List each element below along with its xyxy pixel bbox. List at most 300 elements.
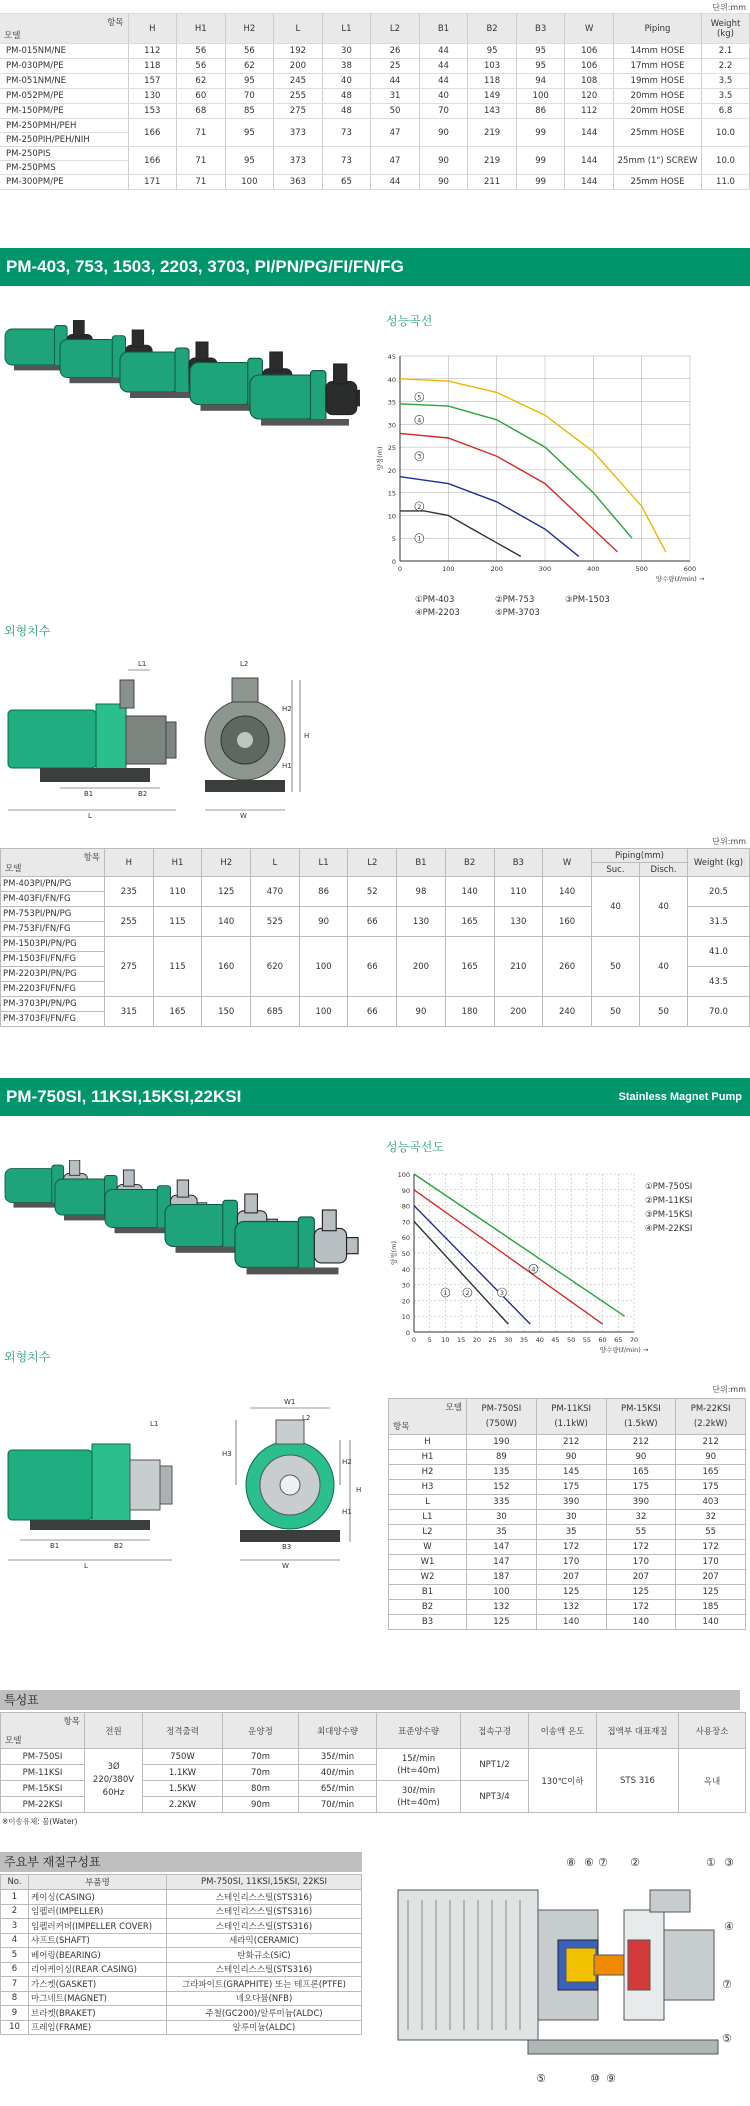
model-cell: PM-15KSI	[1, 1781, 85, 1797]
pump-photo-stainless	[0, 1160, 370, 1310]
table-cell: 207	[536, 1570, 606, 1585]
table-cell: 99	[516, 175, 565, 190]
model-cell: PM-3703PI/PN/PG	[1, 997, 105, 1012]
outlet	[196, 342, 208, 360]
dim-label: H	[356, 1486, 362, 1494]
y-tick-label: 40	[401, 1265, 410, 1274]
table-cell: 25	[371, 59, 420, 74]
motor-body	[5, 329, 59, 365]
table-row	[389, 1465, 746, 1480]
inlet	[357, 390, 360, 405]
table-cell: 390	[536, 1495, 606, 1510]
series-marker-label: 3	[417, 452, 422, 461]
table-cell: 373	[274, 147, 323, 175]
table-cell: 118	[468, 74, 517, 89]
stdflow-line: 30ℓ/min	[401, 1785, 436, 1796]
dim-label: L1	[138, 660, 147, 668]
table-cell: 125	[202, 877, 251, 907]
dims-title: 외형치수	[4, 1350, 51, 1364]
head-cell: 70m	[223, 1749, 299, 1765]
material-cell: 세라믹(CERAMIC)	[167, 1933, 362, 1948]
table-cell: 30	[536, 1510, 606, 1525]
power-line: 60Hz	[102, 1788, 125, 1798]
table-cell: 130	[494, 907, 543, 937]
table-row	[389, 1495, 746, 1510]
callout: ⑤	[722, 2032, 732, 2045]
table-cell: 99	[516, 147, 565, 175]
power-line: 220/380V	[92, 1775, 135, 1785]
table-cell: 98	[397, 877, 446, 907]
perf-curve-title: 성능곡선	[386, 314, 433, 328]
legend-item: ③PM-1503	[565, 595, 610, 605]
table-row	[1, 1890, 362, 1905]
legend-item: ①PM-403	[415, 595, 455, 605]
model-name: PM-15KSI	[620, 1403, 661, 1414]
table-cell: 165	[445, 907, 494, 937]
suc-cell: 40	[591, 877, 639, 937]
table-cell: 90	[419, 119, 468, 147]
fluid-note: ※이송유체: 물(Water)	[2, 1817, 78, 1826]
temp-cell: 130℃이하	[529, 1749, 597, 1813]
series-marker-label: 4	[417, 416, 422, 425]
legend-item: ②PM-11KSI	[645, 1196, 693, 1206]
table-cell: 95	[225, 147, 274, 175]
unit-label: 단위:mm	[712, 1385, 746, 1394]
x-tick-label: 55	[582, 1336, 591, 1344]
table-cell: 140	[606, 1615, 676, 1630]
y-tick-label: 50	[401, 1250, 410, 1258]
table-cell: 210	[494, 937, 543, 997]
table-row	[389, 1600, 746, 1615]
table-cell: 35	[467, 1525, 537, 1540]
y-tick-label: 25	[387, 444, 396, 453]
table-row	[1, 1962, 362, 1977]
table-cell: 30	[467, 1510, 537, 1525]
table-cell: 212	[676, 1435, 746, 1450]
stdflow-line: (Ht=40m)	[397, 1797, 440, 1808]
col-header: L1	[322, 14, 371, 44]
table-cell: 50	[371, 104, 420, 119]
dim-label: B2	[114, 1542, 124, 1550]
table-cell: 390	[606, 1495, 676, 1510]
dim-label: L1	[150, 1420, 159, 1428]
x-tick-label: 100	[442, 565, 455, 573]
table-cell: 90	[299, 907, 348, 937]
table-cell: 103	[468, 59, 517, 74]
part-cell: 샤프트(SHAFT)	[29, 1933, 167, 1948]
table-row	[389, 1615, 746, 1630]
y-axis-label: 양정(m)	[376, 446, 384, 471]
y-tick-label: 60	[401, 1234, 410, 1243]
table-cell: 95	[516, 44, 565, 59]
dim-label: H2	[282, 705, 292, 713]
model-cell: PM-015NM/NE	[0, 44, 128, 59]
table-cell: 100	[516, 89, 565, 104]
table-row	[1, 1991, 362, 2006]
motor-flange	[175, 348, 189, 396]
material-cell: 스테인리스스틸(STS316)	[167, 1919, 362, 1934]
table-cell: 32	[606, 1510, 676, 1525]
table-cell: 166	[128, 119, 177, 147]
inlet	[347, 1238, 359, 1254]
table-cell: 125	[606, 1585, 676, 1600]
table-row	[1, 1948, 362, 1963]
x-tick-label: 0	[411, 1336, 417, 1344]
model-cell: PM-403FI/FN/FG	[1, 892, 105, 907]
table-cell: 140	[202, 907, 251, 937]
model-cell: PM-1503FI/FN/FG	[1, 952, 105, 967]
table-cell: 25mm HOSE	[614, 119, 702, 147]
y-tick-label: 80	[401, 1202, 410, 1211]
table-cell: 190	[467, 1435, 537, 1450]
table-cell: 235	[105, 877, 154, 907]
dim-label: B1	[84, 790, 94, 798]
maxflow-cell: 40ℓ/min	[299, 1765, 377, 1781]
callout: ⑩	[590, 2072, 600, 2085]
no-cell: 1	[1, 1890, 29, 1905]
table-cell: 106	[565, 59, 614, 74]
weight-cell: 20.5	[688, 877, 750, 907]
table-cell: 157	[128, 74, 177, 89]
unit-label: 단위:mm	[712, 837, 746, 846]
material-cell: 주철(GC200)/알루미늄(ALDC)	[167, 2006, 362, 2021]
dim-label: W1	[284, 1398, 296, 1406]
perf-curve-title: 성능곡선도	[386, 1140, 444, 1154]
model-cell: PM-250PIS	[0, 147, 128, 161]
table-cell: 219	[468, 147, 517, 175]
dim-label: L2	[302, 1414, 311, 1422]
model-name: PM-22KSI	[690, 1403, 731, 1414]
table-cell: 170	[536, 1555, 606, 1570]
no-cell: 7	[1, 1977, 29, 1992]
table-cell: 200	[274, 59, 323, 74]
spec-table-pm403	[0, 848, 750, 1027]
table-cell: 10.0	[702, 147, 750, 175]
motor-body	[190, 363, 253, 405]
suc-cell: 50	[591, 937, 639, 997]
col-header: B1	[397, 849, 446, 877]
col-header: B1	[419, 14, 468, 44]
model-cell: PM-250PMH/PEH	[0, 119, 128, 133]
table-cell: 20mm HOSE	[614, 104, 702, 119]
dim-label: H3	[222, 1450, 232, 1458]
motor-body	[235, 1222, 304, 1268]
table-row	[0, 89, 750, 104]
model-cell: PM-11KSI	[1, 1765, 85, 1781]
table-cell: 144	[565, 175, 614, 190]
table-cell: 65	[322, 175, 371, 190]
model-name: PM-750SI	[481, 1403, 522, 1414]
col-header: 전원	[85, 1713, 143, 1749]
table-cell: 171	[128, 175, 177, 190]
table-row	[0, 74, 750, 89]
table-cell: 132	[536, 1600, 606, 1615]
table-cell: 17mm HOSE	[614, 59, 702, 74]
table-row	[1, 1977, 362, 1992]
item-cell: L	[389, 1495, 467, 1510]
col-header: 접속구경	[461, 1713, 529, 1749]
x-tick-label: 20	[472, 1336, 481, 1344]
x-axis-label: 양수량(ℓ/min) →	[655, 575, 705, 583]
suc-cell: 50	[591, 997, 639, 1027]
table-cell: 73	[322, 119, 371, 147]
table-cell: 44	[419, 59, 468, 74]
item-cell: W2	[389, 1570, 467, 1585]
item-cell: B2	[389, 1600, 467, 1615]
x-tick-label: 70	[629, 1336, 639, 1344]
table-cell: 175	[536, 1480, 606, 1495]
col-header: W	[565, 14, 614, 44]
callout: ⑦	[722, 1978, 732, 1991]
header-model: 모델	[5, 864, 22, 874]
table-cell: 110	[153, 877, 202, 907]
table-cell: 86	[516, 104, 565, 119]
table-cell: 175	[606, 1480, 676, 1495]
callout: ②	[630, 1856, 640, 1869]
table-cell: 140	[445, 877, 494, 907]
table-cell: 165	[445, 937, 494, 997]
table-row	[1, 2020, 362, 2035]
table-cell: 14mm HOSE	[614, 44, 702, 59]
y-tick-label: 10	[387, 512, 396, 521]
head-cell: 80m	[223, 1781, 299, 1797]
col-header: No.	[1, 1875, 29, 1890]
table-cell: 112	[128, 44, 177, 59]
dim-label: B1	[50, 1542, 60, 1550]
table-cell: 115	[153, 907, 202, 937]
x-tick-label: 500	[635, 565, 648, 573]
y-tick-label: 5	[391, 535, 396, 544]
table-row	[389, 1570, 746, 1585]
table-cell: 89	[467, 1450, 537, 1465]
legend-item: ③PM-15KSI	[645, 1210, 693, 1220]
dim-label: H2	[342, 1458, 352, 1466]
no-cell: 4	[1, 1933, 29, 1948]
table-row	[1, 1933, 362, 1948]
table-cell: 55	[676, 1525, 746, 1540]
table-cell: 120	[565, 89, 614, 104]
callout: ④	[724, 1920, 734, 1933]
table-row	[0, 147, 750, 161]
dim-label: L2	[240, 660, 249, 668]
header-item: 항목	[63, 1717, 80, 1727]
table-row	[389, 1540, 746, 1555]
x-tick-label: 65	[614, 1336, 623, 1344]
table-cell: 143	[468, 104, 517, 119]
table-cell: 260	[543, 937, 592, 997]
table-row	[389, 1555, 746, 1570]
base	[261, 419, 349, 426]
maxflow-cell: 65ℓ/min	[299, 1781, 377, 1797]
table-cell: 44	[371, 74, 420, 89]
table-cell: 125	[676, 1585, 746, 1600]
model-cell: PM-030PM/PE	[0, 59, 128, 74]
part-cell: 케이싱(CASING)	[29, 1890, 167, 1905]
callout: ⑦	[598, 1856, 608, 1869]
table-cell: 66	[348, 997, 397, 1027]
table-cell: 44	[371, 175, 420, 190]
power-line: 3Ø	[107, 1762, 120, 1772]
callout: ③	[724, 1856, 734, 1869]
material-cell: 알루미늄(ALDC)	[167, 2020, 362, 2035]
table-cell: 135	[467, 1465, 537, 1480]
col-header: 부품명	[29, 1875, 167, 1890]
y-tick-label: 90	[401, 1186, 410, 1195]
y-tick-label: 30	[401, 1281, 410, 1290]
table-row	[389, 1435, 746, 1450]
table-cell: 187	[467, 1570, 537, 1585]
outlet	[123, 1170, 134, 1186]
col-header: H	[128, 14, 177, 44]
pump-head	[326, 382, 357, 415]
table-cell: 166	[128, 147, 177, 175]
model-power: (1.1kW)	[554, 1418, 588, 1429]
table-cell: 525	[251, 907, 300, 937]
series-line	[400, 404, 632, 538]
col-header: W	[543, 849, 592, 877]
part-cell: 가스켓(GASKET)	[29, 1977, 167, 1992]
table-row	[1, 877, 750, 892]
stdflow-line: 15ℓ/min	[401, 1753, 436, 1764]
x-tick-label: 35	[519, 1336, 529, 1344]
motor-body	[250, 375, 316, 419]
col-header: B3	[494, 849, 543, 877]
place-cell: 옥내	[679, 1749, 746, 1813]
table-cell: 165	[606, 1465, 676, 1480]
col-header: H1	[177, 14, 226, 44]
x-tick-label: 400	[587, 565, 600, 573]
dim-label: H	[304, 732, 310, 740]
table-row	[0, 44, 750, 59]
suc-header: Suc.	[591, 863, 639, 877]
head-cell: 90m	[223, 1797, 299, 1813]
table-cell: 140	[676, 1615, 746, 1630]
motor-body	[120, 352, 180, 392]
disch-cell: 40	[639, 877, 687, 937]
table-row	[1, 937, 750, 952]
table-cell: 48	[322, 104, 371, 119]
product-band-stainless	[0, 1078, 750, 1116]
table-cell: 170	[676, 1555, 746, 1570]
band-subtitle: Stainless Magnet Pump	[618, 1091, 742, 1103]
motor-body	[60, 340, 117, 378]
table-cell: 52	[348, 877, 397, 907]
header-model: 모델	[4, 31, 21, 41]
item-cell: H2	[389, 1465, 467, 1480]
table-cell: 212	[606, 1435, 676, 1450]
table-cell: 145	[536, 1465, 606, 1480]
col-header: L	[274, 14, 323, 44]
materials-title: 주요부 재질구성표	[0, 1852, 362, 1872]
table-row	[0, 59, 750, 74]
x-tick-label: 600	[683, 565, 697, 573]
table-cell: 40	[322, 74, 371, 89]
table-cell: 26	[371, 44, 420, 59]
pump-photo-series	[0, 320, 360, 470]
item-cell: H3	[389, 1480, 467, 1495]
table-cell: 212	[536, 1435, 606, 1450]
table-cell: 130	[397, 907, 446, 937]
col-header: L2	[371, 14, 420, 44]
table-cell: 25mm (1") SCREW	[614, 147, 702, 175]
weight-header: Weight (kg)	[688, 849, 750, 877]
table-cell: 35	[536, 1525, 606, 1540]
table-row	[1, 997, 750, 1012]
table-cell: 110	[494, 877, 543, 907]
table-cell: 71	[177, 147, 226, 175]
table-cell: 200	[494, 997, 543, 1027]
x-tick-label: 30	[504, 1336, 513, 1344]
table-cell: 90	[419, 175, 468, 190]
table-cell: 149	[468, 89, 517, 104]
table-cell: 130	[128, 89, 177, 104]
table-cell: 100	[299, 937, 348, 997]
table-cell: 160	[543, 907, 592, 937]
table-cell: 144	[565, 147, 614, 175]
table-cell: 100	[467, 1585, 537, 1600]
item-cell: H1	[389, 1450, 467, 1465]
output-cell: 750W	[143, 1749, 223, 1765]
table-row	[389, 1525, 746, 1540]
table-row	[0, 175, 750, 190]
motor-flange	[298, 1217, 314, 1272]
table-cell: 6.8	[702, 104, 750, 119]
x-tick-label: 50	[567, 1336, 576, 1344]
table-cell: 125	[536, 1585, 606, 1600]
y-tick-label: 0	[405, 1329, 410, 1337]
product-band-pm403	[0, 248, 750, 286]
item-cell: H	[389, 1435, 467, 1450]
table-row	[389, 1450, 746, 1465]
table-cell: 200	[397, 937, 446, 997]
x-axis-label: 양수량(ℓ/min) →	[599, 1346, 649, 1354]
table-cell: 106	[565, 44, 614, 59]
dim-label: B3	[282, 1543, 292, 1551]
col-header: 사용장소	[679, 1713, 746, 1749]
dims-title: 외형치수	[4, 624, 51, 638]
callout: ⑨	[606, 2072, 616, 2085]
x-tick-label: 40	[535, 1336, 544, 1344]
table-cell: 140	[536, 1615, 606, 1630]
col-header: 접액부 대표재질	[597, 1713, 679, 1749]
col-header: H1	[153, 849, 202, 877]
table-cell: 85	[225, 104, 274, 119]
table-cell: 60	[177, 89, 226, 104]
table-cell: 112	[565, 104, 614, 119]
conn-cell: NPT1/2	[461, 1749, 529, 1781]
spec-title: 특성표	[0, 1690, 740, 1710]
material-cell: 그라파이트(GRAPHITE) 또는 테프론(PTFE)	[167, 1977, 362, 1992]
model-cell: PM-753FI/FN/FG	[1, 922, 105, 937]
model-cell: PM-250PMS	[0, 161, 128, 175]
outlet	[270, 352, 283, 371]
table-cell: 90	[536, 1450, 606, 1465]
col-header: 이송액 온도	[529, 1713, 597, 1749]
table-cell: 3.5	[702, 89, 750, 104]
table-cell: 30	[322, 44, 371, 59]
table-cell: 99	[516, 119, 565, 147]
table-cell: 95	[468, 44, 517, 59]
dim-label: L	[84, 1562, 88, 1570]
series-marker-label: 4	[531, 1265, 536, 1274]
outlet	[245, 1194, 258, 1213]
table-cell: 165	[676, 1465, 746, 1480]
model-cell: PM-753PI/PN/PG	[1, 907, 105, 922]
table-cell: 140	[543, 877, 592, 907]
model-power: (1.5kW)	[624, 1418, 658, 1429]
disch-header: Disch.	[639, 863, 687, 877]
dim-label: W	[240, 812, 247, 820]
